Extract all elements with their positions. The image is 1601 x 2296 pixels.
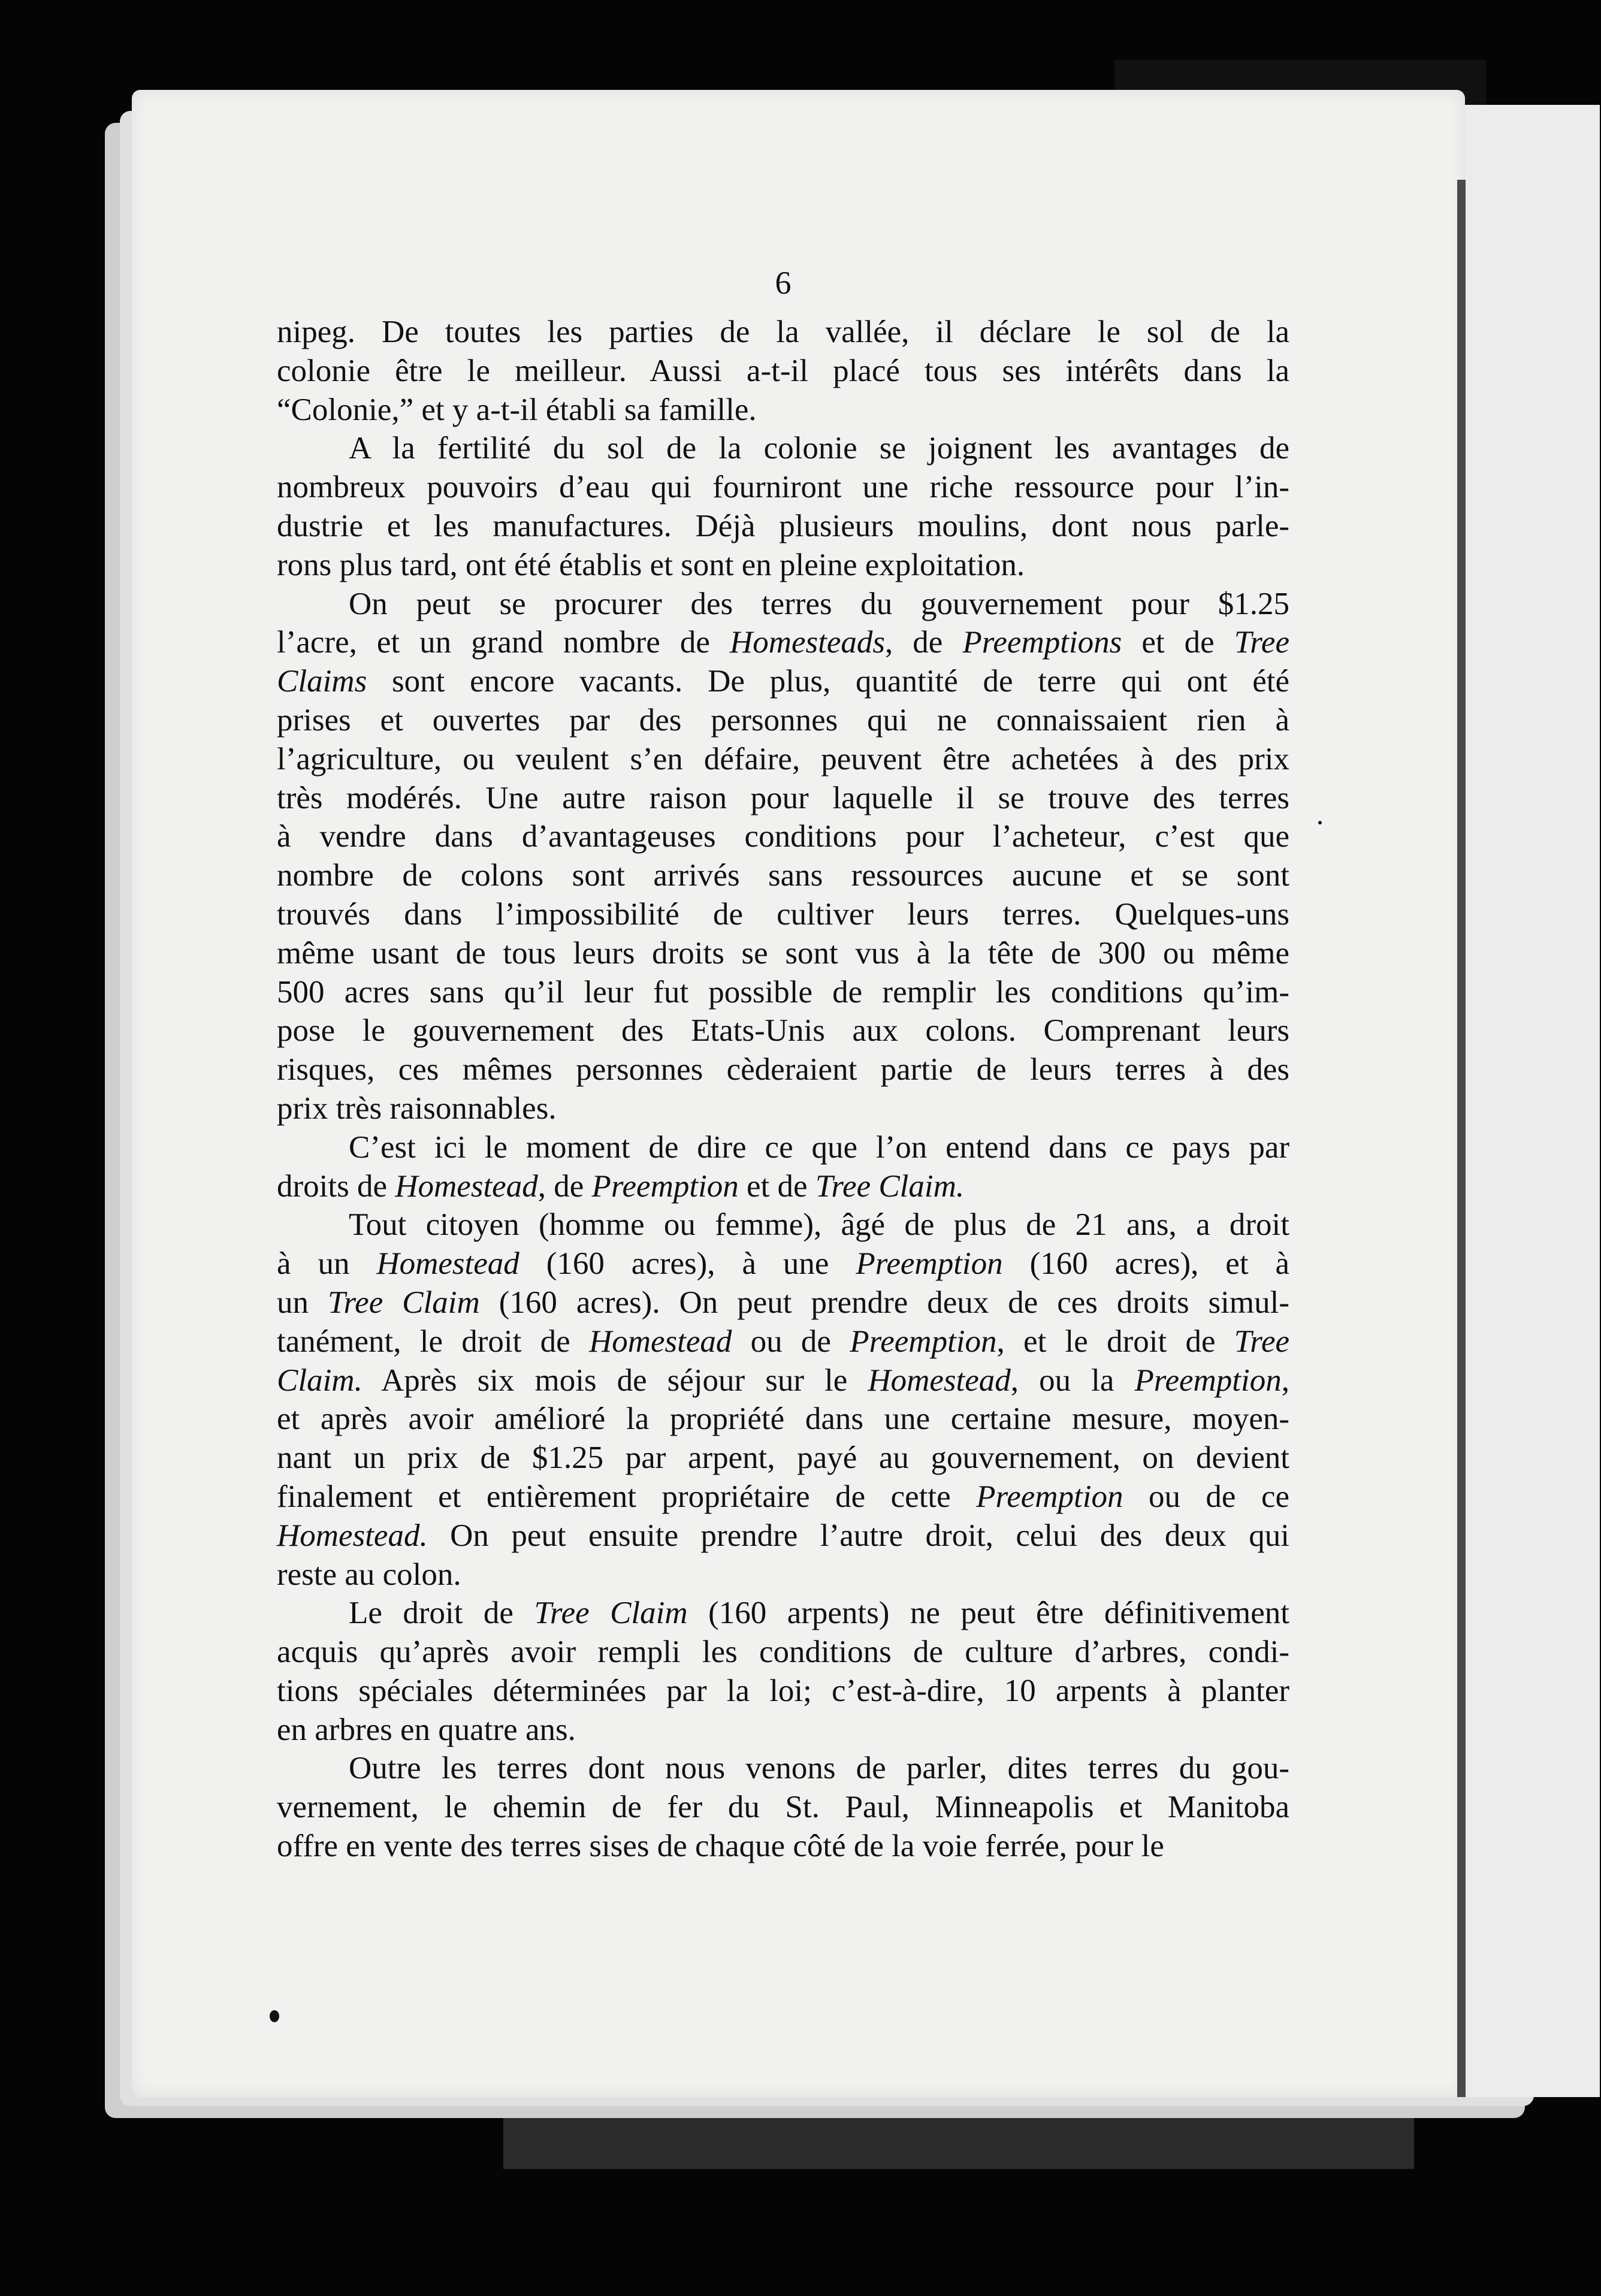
- text-line: nombreux pouvoirs d’eau qui fourniront une riche ressource pour l’in-: [277, 470, 1289, 505]
- paragraph: [277, 1594, 1289, 1749]
- paragraph: [277, 1749, 1289, 1865]
- text-line: nombre de colons sont arrivés sans ressources aucune et se sont: [277, 858, 1289, 893]
- text-line: Outre les terres dont nous venons de parler, dites terres du gou-: [349, 1751, 1289, 1786]
- text-line: à vendre dans d’avantageuses conditions pour l’acheteur, c’est que: [277, 819, 1289, 854]
- ink-speck: [1318, 821, 1322, 824]
- ink-speck: [270, 2010, 279, 2022]
- text-line: l’acre, et un grand nombre de Homesteads, de Preemptions et de Tree: [277, 625, 1289, 660]
- text-line: Claim. Après six mois de séjour sur le Homestead, ou la Preemption,: [277, 1363, 1289, 1398]
- text-line: acquis qu’après avoir rempli les conditions de culture d’arbres, condi-: [277, 1635, 1289, 1670]
- text-line: très modérés. Une autre raison pour laquelle il se trouve des terres: [277, 780, 1289, 815]
- text-line: risques, ces mêmes personnes cèderaient partie de leurs terres à des: [277, 1052, 1289, 1087]
- text-line: même usant de tous leurs droits se sont vus à la tête de 300 ou même: [277, 935, 1289, 971]
- text-line: finalement et entièrement propriétaire de cette Preemption ou de ce: [277, 1479, 1289, 1514]
- text-line: offre en vente des terres sises de chaque côté de la voie ferrée, pour le: [277, 1829, 1164, 1864]
- text-line: Homestead. On peut ensuite prendre l’autre droit, celui des deux qui: [277, 1518, 1289, 1553]
- text-line: et après avoir amélioré la propriété dans une certaine mesure, moyen-: [277, 1401, 1289, 1437]
- paragraph: [277, 313, 1289, 429]
- text-line: vernement, le chemin de fer du St. Paul, Minneapolis et Manitoba: [277, 1790, 1289, 1825]
- text-line: 500 acres sans qu’il leur fut possible de remplir les conditions qu’im-: [277, 974, 1289, 1010]
- text-line: prix très raisonnables.: [277, 1090, 557, 1126]
- text-line: C’est ici le moment de dire ce que l’on entend dans ce pays par: [349, 1129, 1289, 1165]
- text-line: à un Homestead (160 acres), à une Preemption (160 acres), et à: [277, 1246, 1289, 1282]
- text-line: un Tree Claim (160 acres). On peut prendre deux de ces droits simul-: [277, 1285, 1289, 1320]
- text-line: en arbres en quatre ans.: [277, 1712, 576, 1747]
- paragraph: [277, 585, 1289, 1128]
- page-number: 6: [775, 265, 792, 301]
- text-line: A la fertilité du sol de la colonie se joignent les avantages de: [349, 431, 1289, 466]
- paragraph-container: [277, 313, 1289, 1866]
- facing-page-edge: [1465, 105, 1600, 2097]
- text-line: prises et ouvertes par des personnes qui ne connaissaient rien à: [277, 702, 1289, 738]
- text-line: On peut se procurer des terres du gouvernement pour $1.25: [349, 586, 1289, 621]
- text-line: reste au colon.: [277, 1557, 461, 1592]
- paragraph: [277, 429, 1289, 584]
- text-line: nant un prix de $1.25 par arpent, payé au gouvernement, on devient: [277, 1440, 1289, 1476]
- text-line: “Colonie,” et y a-t-il établi sa famille.: [277, 392, 757, 427]
- text-line: tions spéciales déterminées par la loi; c’est-à-dire, 10 arpents à planter: [277, 1673, 1289, 1708]
- text-line: l’agriculture, ou veulent s’en défaire, peuvent être achetées à des prix: [277, 741, 1289, 777]
- document-text-block: [277, 264, 1289, 1866]
- text-line: Le droit de Tree Claim (160 arpents) ne peut être définitivement: [349, 1596, 1289, 1631]
- text-line: pose le gouvernement des Etats-Unis aux colons. Comprenant leurs: [277, 1013, 1289, 1049]
- scan-border-bottom: [503, 2109, 1414, 2169]
- text-line: rons plus tard, ont été établis et sont en pleine exploitation.: [277, 547, 1025, 582]
- text-line: Claims sont encore vacants. De plus, quantité de terre qui ont été: [277, 664, 1289, 699]
- text-line: dustrie et les manufactures. Déjà plusieurs moulins, dont nous parle-: [277, 508, 1289, 543]
- text-line: nipeg. De toutes les parties de la vallée, il déclare le sol de la: [277, 315, 1289, 349]
- text-line: tanément, le droit de Homestead ou de Preemption, et le droit de Tree: [277, 1324, 1289, 1359]
- text-line: Tout citoyen (homme ou femme), âgé de plus de 21 ans, a droit: [349, 1207, 1289, 1243]
- paragraph: [277, 1206, 1289, 1594]
- text-line: trouvés dans l’impossibilité de cultiver leurs terres. Quelques-uns: [277, 896, 1289, 932]
- paragraph: [277, 1128, 1289, 1206]
- text-line: colonie être le meilleur. Aussi a-t-il placé tous ses intérêts dans la: [277, 353, 1289, 388]
- page-gutter: [1457, 180, 1466, 2097]
- text-line: droits de Homestead, de Preemption et de Tree Claim.: [277, 1168, 965, 1204]
